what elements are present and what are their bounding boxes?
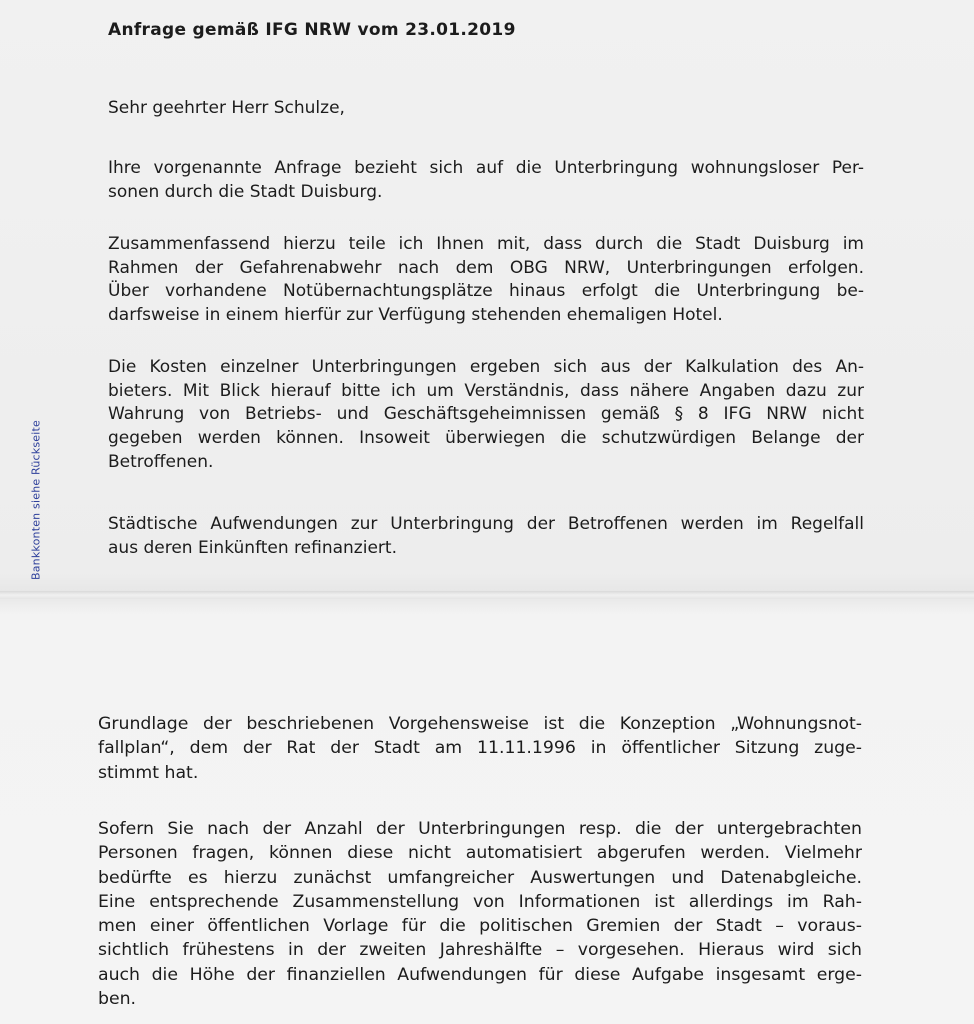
- text-line: Städtische Aufwendungen zur Unterbringung der Betroffenen werden im Regelfall: [108, 514, 864, 534]
- text-line: gegeben werden können. Insoweit überwiegen die schutzwürdigen Belange der: [108, 428, 864, 449]
- paragraph-request-topic: [108, 157, 864, 204]
- text-line: sichtlich frühestens in der zweiten Jahreshälfte – vorgesehen. Hieraus wird sich: [98, 940, 862, 961]
- text-line: sonen durch die Stadt Duisburg.: [108, 181, 383, 202]
- paragraph-summary: [108, 233, 864, 328]
- text-line: Personen fragen, können diese nicht automatisiert abgerufen werden. Vielmehr: [98, 843, 862, 864]
- paragraph-number-of-placements: [98, 817, 862, 1011]
- text-line: fallplan“, dem der Rat der Stadt am 11.11.1996 in öffentlicher Sitzung zuge-: [98, 738, 862, 759]
- text-line: stimmt hat.: [98, 762, 199, 783]
- text-line: aus deren Einkünften refinanziert.: [108, 537, 397, 558]
- text-line: Ihre vorgenannte Anfrage bezieht sich auf die Unterbringung wohnungsloser Per-: [108, 158, 864, 178]
- side-note-bank-accounts: Bankkonten siehe Rückseite: [29, 419, 43, 581]
- salutation: [108, 97, 864, 121]
- paragraph-refinancing: [108, 513, 864, 560]
- text-line: Rahmen der Gefahrenabwehr nach dem OBG NRW, Unterbringungen erfolgen.: [108, 257, 864, 278]
- text-line: darfsweise in einem hierfür zur Verfügung stehenden ehemaligen Hotel.: [108, 305, 723, 326]
- salutation-line: Sehr geehrter Herr Schulze,: [108, 98, 345, 118]
- paper-fold: [0, 591, 974, 599]
- text-line: ben.: [98, 989, 137, 1010]
- text-line: Über vorhandene Notübernachtungsplätze hinaus erfolgt die Unterbringung be-: [108, 281, 864, 302]
- text-line: Betroffenen.: [108, 451, 214, 472]
- paragraph-basis-concept: [98, 712, 862, 785]
- text-line: Zusammenfassend hierzu teile ich Ihnen mit, dass durch die Stadt Duisburg im: [108, 234, 864, 254]
- text-line: Grundlage der beschriebenen Vorgehensweise ist die Konzeption „Wohnungsnot-: [98, 714, 862, 734]
- text-line: Wahrung von Betriebs- und Geschäftsgeheimnissen gemäß § 8 IFG NRW nicht: [108, 404, 864, 425]
- text-line: Sofern Sie nach der Anzahl der Unterbringungen resp. die der untergebrachten: [98, 819, 862, 839]
- text-line: Eine entsprechende Zusammenstellung von Informationen ist allerdings im Rah-: [98, 891, 862, 912]
- text-line: bedürfte es hierzu zunächst umfangreicher Auswertungen und Datenabgleiche.: [98, 867, 862, 888]
- text-line: Die Kosten einzelner Unterbringungen ergeben sich aus der Kalkulation des An-: [108, 357, 864, 377]
- letter-subject: Anfrage gemäß IFG NRW vom 23.01.2019: [108, 20, 516, 40]
- text-line: men einer öffentlichen Vorlage für die politischen Gremien der Stadt – voraus-: [98, 916, 862, 937]
- text-line: bieters. Mit Blick hierauf bitte ich um Verständnis, dass nähere Angaben dazu zur: [108, 380, 864, 401]
- paragraph-costs: [108, 356, 864, 475]
- text-line: auch die Höhe der finanziellen Aufwendungen für diese Aufgabe insgesamt erge-: [98, 964, 862, 985]
